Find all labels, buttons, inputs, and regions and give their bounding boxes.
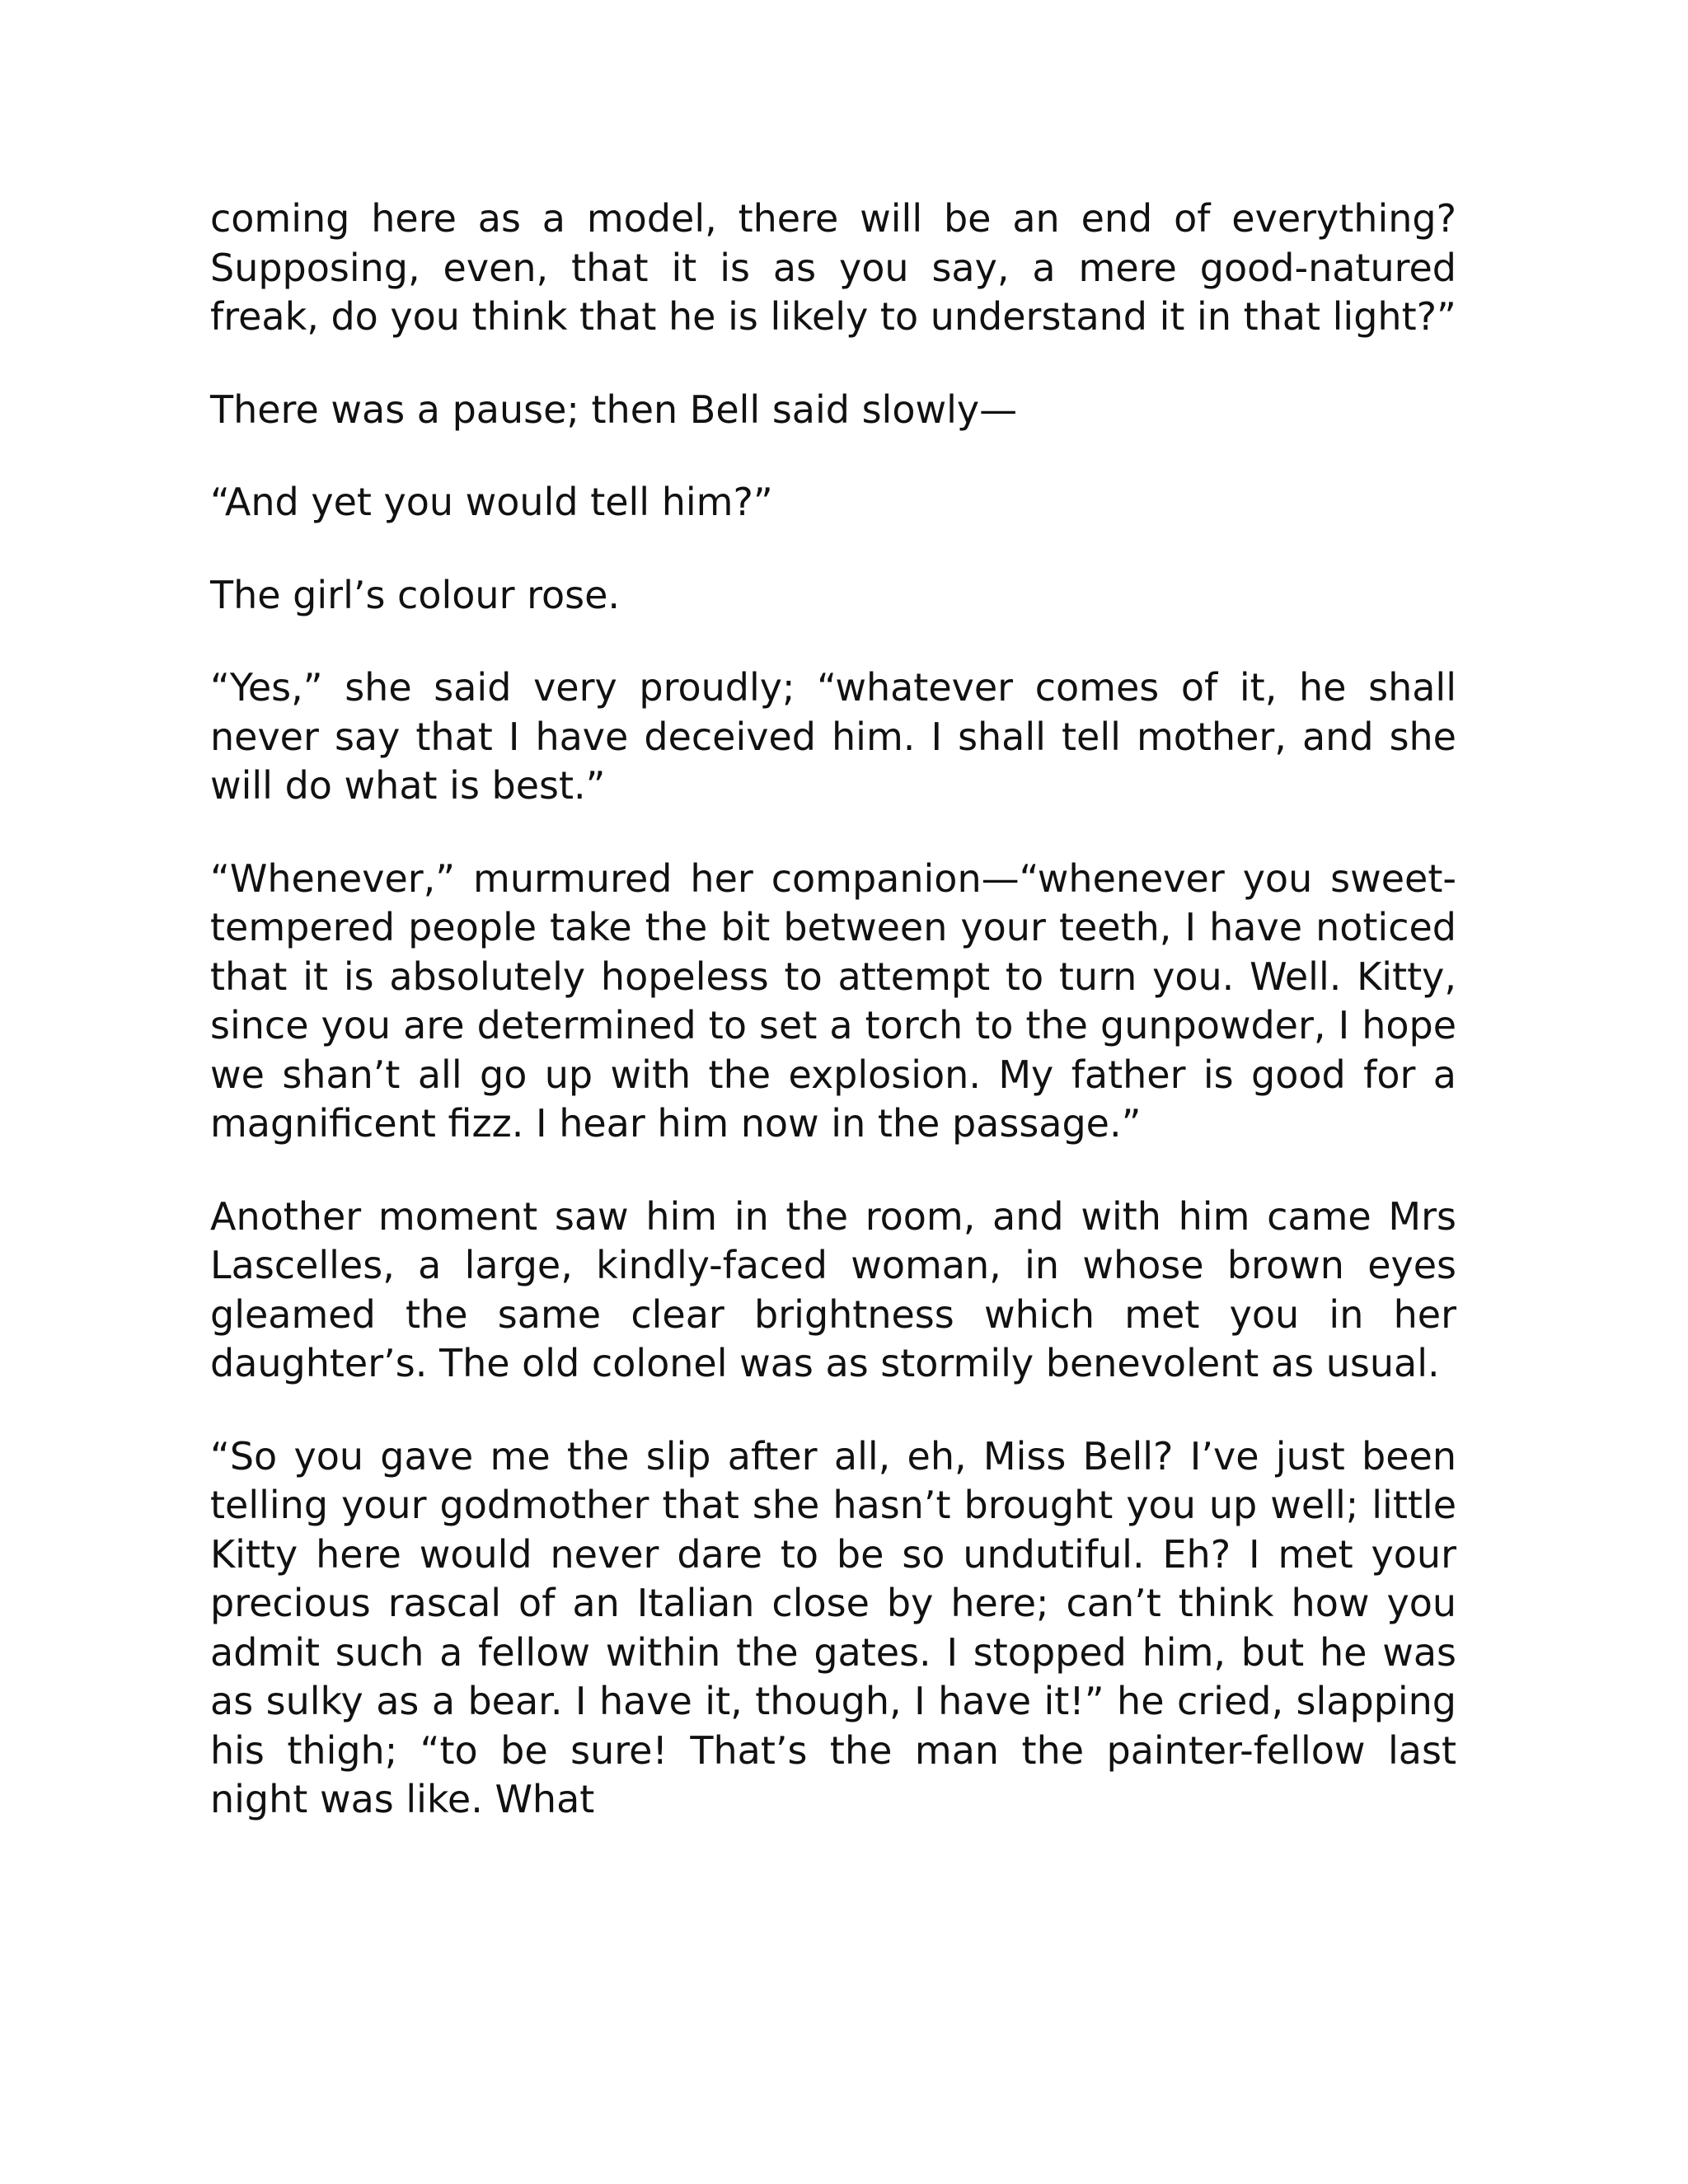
paragraph-2: There was a pause; then Bell said slowly— bbox=[210, 387, 1018, 432]
paragraph-1: coming here as a model, there will be an end of everything? Supposing, even, that it is as you say, a mere good-natured freak, do you think that he is likely to understand it in that light?” bbox=[210, 196, 1456, 339]
paragraph-8: “So you gave me the slip after all, eh, Miss Bell? I’ve just been telling your godmother that she hasn’t brought you up well; little Kitty here would never dare to be so undutiful. Eh? I met your precious rascal of an Italian close by here; can’t think how you admit such a fellow within the gates. I stopped him, but he was as sulky as a bear. I have it, though, I have it!” he cried, slapping his thigh; “to be sure! That’s the man the painter-fellow last night was like. What bbox=[210, 1433, 1456, 1821]
paragraph-5: “Yes,” she said very proudly; “whatever comes of it, he shall never say that I have deceived him. I shall tell mother, and she will do what is best.” bbox=[210, 665, 1456, 808]
paragraph-4: The girl’s colour rose. bbox=[210, 572, 621, 617]
paragraph-6: “Whenever,” murmured her companion—“whenever you sweet-tempered people take the bit between your teeth, I have noticed that it is absolutely hopeless to attempt to turn you. Well. Kitty, since you are determined to set a torch to the gunpowder, I hope we shan’t all go up with the explosion. My father is good for a magnificent fizz. I hear him now in the passage.” bbox=[210, 855, 1456, 1146]
paragraph-7: Another moment saw him in the room, and with him came Mrs Lascelles, a large, kindly-faced woman, in whose brown eyes gleamed the same clear brightness which met you in her daughter’s. The old colonel was as stormily benevolent as usual. bbox=[210, 1193, 1456, 1385]
body-text bbox=[210, 194, 1456, 1825]
paragraph-3: “And yet you would tell him?” bbox=[210, 480, 773, 524]
